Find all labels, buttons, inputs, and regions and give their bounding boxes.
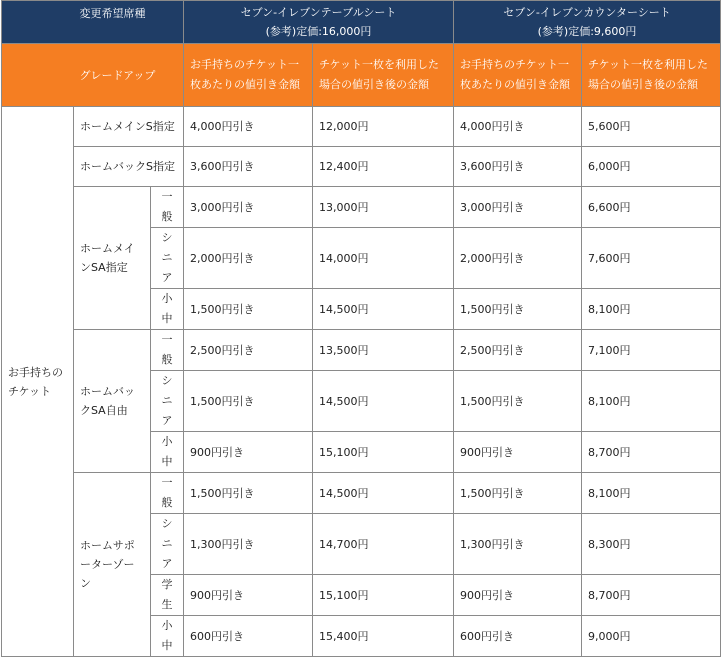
price-cell: 13,000円	[313, 187, 454, 228]
upgrade-corner	[2, 44, 74, 107]
price-cell: 12,000円	[313, 107, 454, 147]
row-header: お手持ちのチケット	[2, 107, 74, 657]
price-cell: 9,000円	[582, 616, 721, 657]
discount-cell: 2,500円引き	[454, 330, 582, 371]
age-label: シニア	[161, 231, 173, 284]
discount-cell: 2,000円引き	[184, 228, 313, 289]
discount-cell: 900円引き	[184, 575, 313, 616]
counter-seat-header	[454, 1, 721, 44]
table-row	[2, 473, 721, 514]
discount-cell: 600円引き	[184, 616, 313, 657]
discount-cell: 1,500円引き	[454, 289, 582, 330]
discount-cell: 3,600円引き	[184, 147, 313, 187]
seat-type-header: 変更希望席種	[74, 1, 184, 44]
age-cell	[151, 473, 184, 514]
seat-name: ホームメインSA指定	[74, 187, 151, 330]
age-label: 小中	[161, 435, 173, 468]
counter-seat-price: (参考)定価:9,600円	[537, 25, 637, 38]
age-cell	[151, 371, 184, 432]
price-cell: 15,400円	[313, 616, 454, 657]
discount-cell: 1,500円引き	[454, 371, 582, 432]
after-header-2: チケット一枚を利用した場合の値引き後の金額	[582, 44, 721, 107]
table-row	[2, 107, 721, 147]
after-header-1: チケット一枚を利用した場合の値引き後の金額	[313, 44, 454, 107]
price-table	[1, 0, 721, 657]
age-cell	[151, 228, 184, 289]
age-label: シニア	[161, 374, 173, 427]
price-cell: 14,500円	[313, 289, 454, 330]
discount-cell: 3,600円引き	[454, 147, 582, 187]
seat-name: ホームサポーターゾーン	[74, 473, 151, 657]
age-label: シニア	[161, 517, 173, 570]
age-label: 小中	[161, 292, 173, 325]
price-cell: 8,700円	[582, 575, 721, 616]
discount-cell: 4,000円引き	[454, 107, 582, 147]
age-cell	[151, 432, 184, 473]
discount-cell: 3,000円引き	[184, 187, 313, 228]
discount-cell: 1,300円引き	[184, 514, 313, 575]
age-cell	[151, 330, 184, 371]
price-cell: 7,100円	[582, 330, 721, 371]
discount-header-2: お手持ちのチケット一枚あたりの値引き金額	[454, 44, 582, 107]
discount-cell: 1,500円引き	[184, 473, 313, 514]
price-cell: 15,100円	[313, 575, 454, 616]
age-label: 一般	[161, 190, 173, 223]
discount-cell: 2,000円引き	[454, 228, 582, 289]
header-corner	[2, 1, 74, 44]
price-cell: 12,400円	[313, 147, 454, 187]
discount-cell: 900円引き	[184, 432, 313, 473]
table-row	[2, 187, 721, 228]
price-cell: 8,100円	[582, 289, 721, 330]
discount-cell: 4,000円引き	[184, 107, 313, 147]
discount-cell: 900円引き	[454, 575, 582, 616]
discount-cell: 1,500円引き	[454, 473, 582, 514]
discount-cell: 2,500円引き	[184, 330, 313, 371]
price-cell: 13,500円	[313, 330, 454, 371]
price-cell: 14,700円	[313, 514, 454, 575]
upgrade-header: グレードアップ	[74, 44, 184, 107]
price-cell: 6,600円	[582, 187, 721, 228]
discount-cell: 1,500円引き	[184, 371, 313, 432]
discount-cell: 600円引き	[454, 616, 582, 657]
table-row	[2, 330, 721, 371]
price-cell: 14,500円	[313, 371, 454, 432]
age-cell	[151, 616, 184, 657]
price-cell: 14,500円	[313, 473, 454, 514]
discount-header-1: お手持ちのチケット一枚あたりの値引き金額	[184, 44, 313, 107]
discount-cell: 3,000円引き	[454, 187, 582, 228]
price-cell: 7,600円	[582, 228, 721, 289]
age-label: 一般	[161, 333, 173, 366]
price-cell: 8,300円	[582, 514, 721, 575]
age-cell	[151, 514, 184, 575]
discount-cell: 900円引き	[454, 432, 582, 473]
seat-name: ホームバックS指定	[74, 147, 184, 187]
discount-cell: 1,500円引き	[184, 289, 313, 330]
age-cell	[151, 575, 184, 616]
age-cell	[151, 187, 184, 228]
counter-seat-name: セブン-イレブンカウンターシート	[503, 6, 671, 19]
table-seat-header	[184, 1, 454, 44]
age-cell	[151, 289, 184, 330]
price-cell: 15,100円	[313, 432, 454, 473]
age-label: 一般	[161, 476, 173, 509]
price-cell: 5,600円	[582, 107, 721, 147]
price-cell: 8,700円	[582, 432, 721, 473]
price-cell: 8,100円	[582, 371, 721, 432]
age-label: 学生	[161, 578, 173, 611]
seat-name: ホームバックSA自由	[74, 330, 151, 473]
table-seat-name: セブン-イレブンテーブルシート	[240, 6, 397, 19]
price-cell: 6,000円	[582, 147, 721, 187]
discount-cell: 1,300円引き	[454, 514, 582, 575]
price-cell: 8,100円	[582, 473, 721, 514]
table-seat-price: (参考)定価:16,000円	[265, 25, 372, 38]
age-label: 小中	[161, 619, 173, 652]
table-row	[2, 147, 721, 187]
price-cell: 14,000円	[313, 228, 454, 289]
seat-name: ホームメインS指定	[74, 107, 184, 147]
